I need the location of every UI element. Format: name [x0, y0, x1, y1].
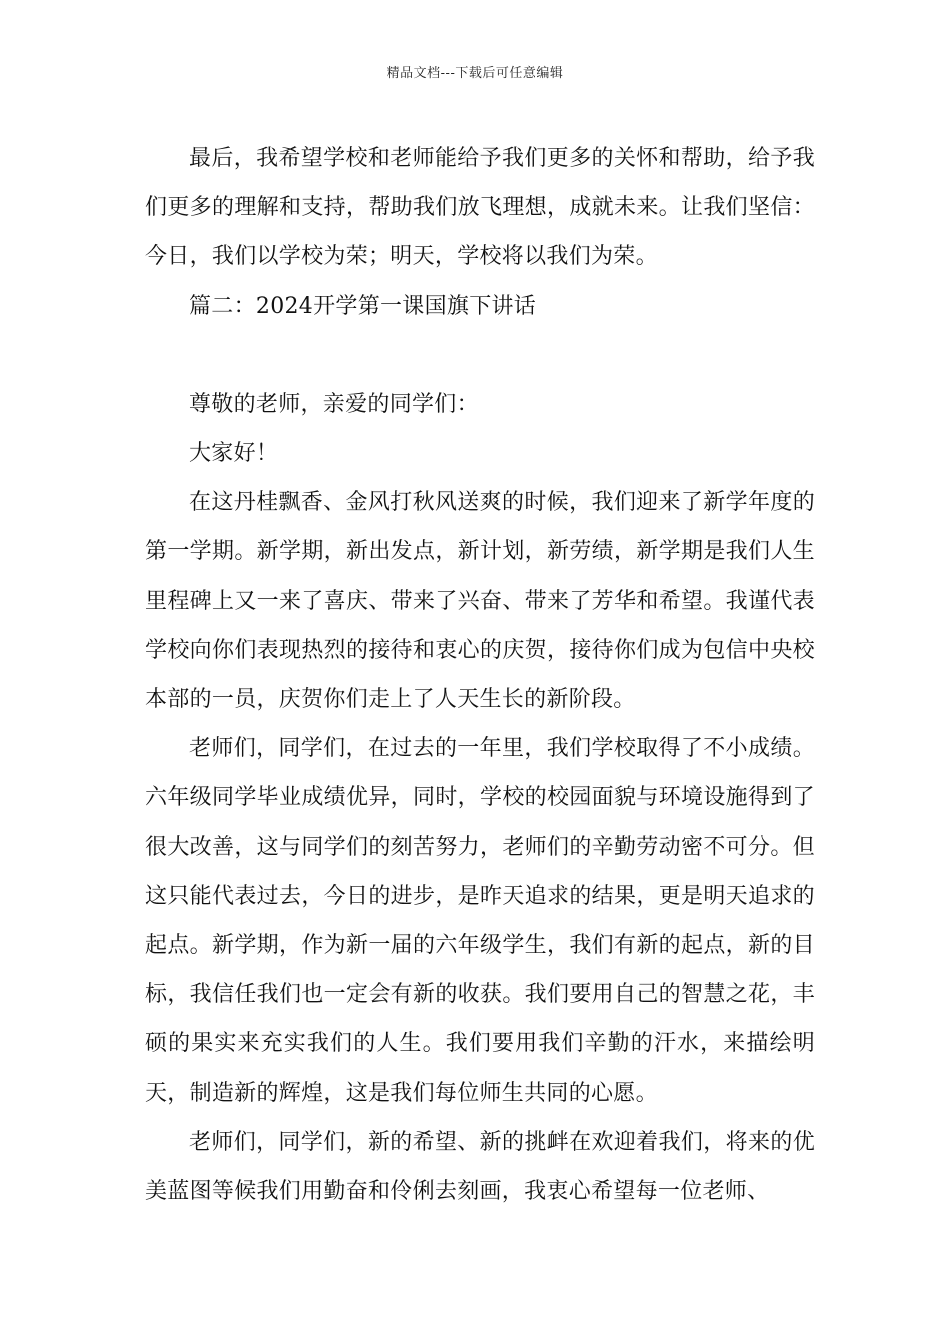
body-paragraph-1: 在这丹桂飘香、金风打秋风送爽的时候，我们迎来了新学年度的第一学期。新学期，新出发点，新计划，新劳绩，新学期是我们人生里程碑上又一来了喜庆、带来了兴奋、带来了芳华和希望。我谨代表学校向你们表现热烈的接待和衷心的庆贺，接待你们成为包信中央校本部的一员，庆贺你们走上了人天生长的新阶段。	[145, 490, 815, 713]
closing-paragraph: 最后，我希望学校和老师能给予我们更多的关怀和帮助，给予我们更多的理解和支持，帮助我们放飞理想，成就未来。让我们坚信：今日，我们以学校为荣；明天，学校将以我们为荣。	[145, 146, 815, 270]
salutation: 尊敬的老师，亲爱的同学们：	[189, 391, 479, 417]
section-title: 篇二：2024开学第一课国旗下讲话	[189, 293, 537, 319]
body-paragraph-3: 老师们，同学们，新的希望、新的挑衅在欢迎着我们，将来的优美蓝图等候我们用勤奋和伶俐去刻画，我衷心希望每一位老师、	[145, 1129, 815, 1205]
greeting: 大家好！	[189, 441, 279, 467]
document-body	[145, 134, 815, 1216]
body-paragraph-2: 老师们，同学们，在过去的一年里，我们学校取得了不小成绩。六年级同学毕业成绩优异，同时，学校的校园面貌与环境设施得到了很大改善，这与同学们的刻苦努力，老师们的辛勤劳动密不可分。但这只能代表过去，今日的进步，是昨天追求的结果，更是明天追求的起点。新学期，作为新一届的六年级学生，我们有新的起点，新的目标，我信任我们也一定会有新的收获。我们要用自己的智慧之花，丰硕的果实来充实我们的人生。我们要用我们辛勤的汗水，来描绘明天，制造新的辉煌，这是我们每位师生共同的心愿。	[145, 736, 815, 1106]
page-header: 精品文档---下载后可任意编辑	[386, 66, 564, 81]
blank-line	[145, 331, 815, 380]
